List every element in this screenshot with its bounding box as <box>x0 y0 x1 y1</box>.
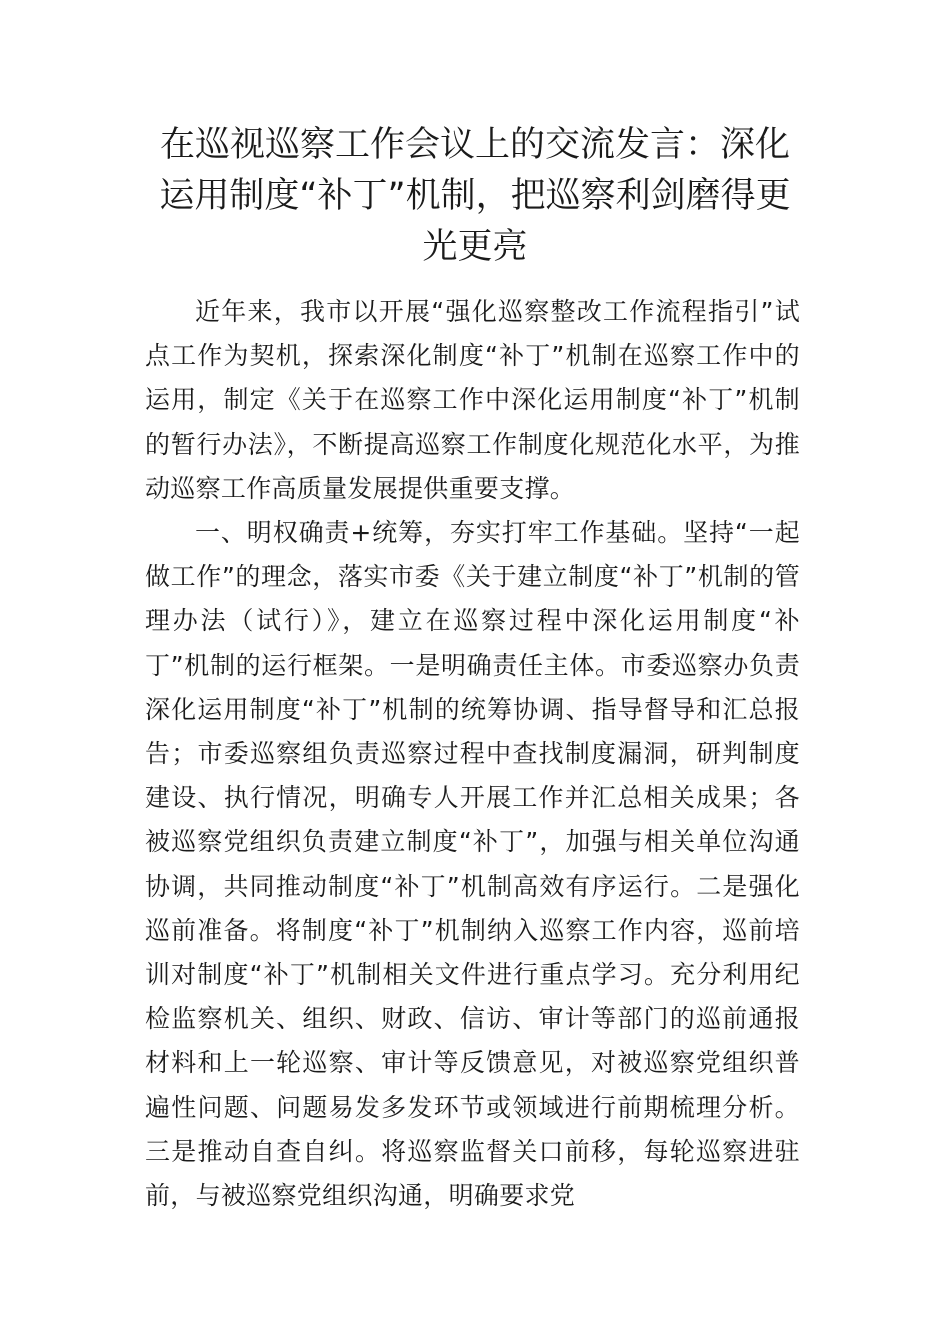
paragraph-section-one: 一、明权确责+统筹，夯实打牢工作基础。坚持“一起做工作”的理念，落实市委《关于建立制度“补丁”机制的管理办法（试行）》，建立在巡察过程中深化运用制度“补丁”机制的运行框架。一是明确责任主体。市委巡察办负责深化运用制度“补丁”机制的统筹协调、指导督导和汇总报告；市委巡察组负责巡察过程中查找制度漏洞，研判制度建设、执行情况，明确专人开展工作并汇总相关成果；各被巡察党组织负责建立制度“补丁”，加强与相关单位沟通协调，共同推动制度“补丁”机制高效有序运行。二是强化巡前准备。将制度“补丁”机制纳入巡察工作内容，巡前培训对制度“补丁”机制相关文件进行重点学习。充分利用纪检监察机关、组织、财政、信访、审计等部门的巡前通报材料和上一轮巡察、审计等反馈意见，对被巡察党组织普遍性问题、问题易发多发环节或领域进行前期梳理分析。三是推动自查自纠。将巡察监督关口前移，每轮巡察进驻前，与被巡察党组织沟通，明确要求党 <box>145 518 800 1211</box>
document-body <box>145 290 800 1218</box>
document-title: 在巡视巡察工作会议上的交流发言：深化运用制度“补丁”机制，把巡察利剑磨得更光更亮 <box>159 125 791 267</box>
paragraph-intro: 近年来，我市以开展“强化巡察整改工作流程指引”试点工作为契机，探索深化制度“补丁”机制在巡察工作中的运用，制定《关于在巡察工作中深化运用制度“补丁”机制的暂行办法》，不断提高巡察工作制度化规范化水平，为推动巡察工作高质量发展提供重要支撑。 <box>145 297 800 503</box>
